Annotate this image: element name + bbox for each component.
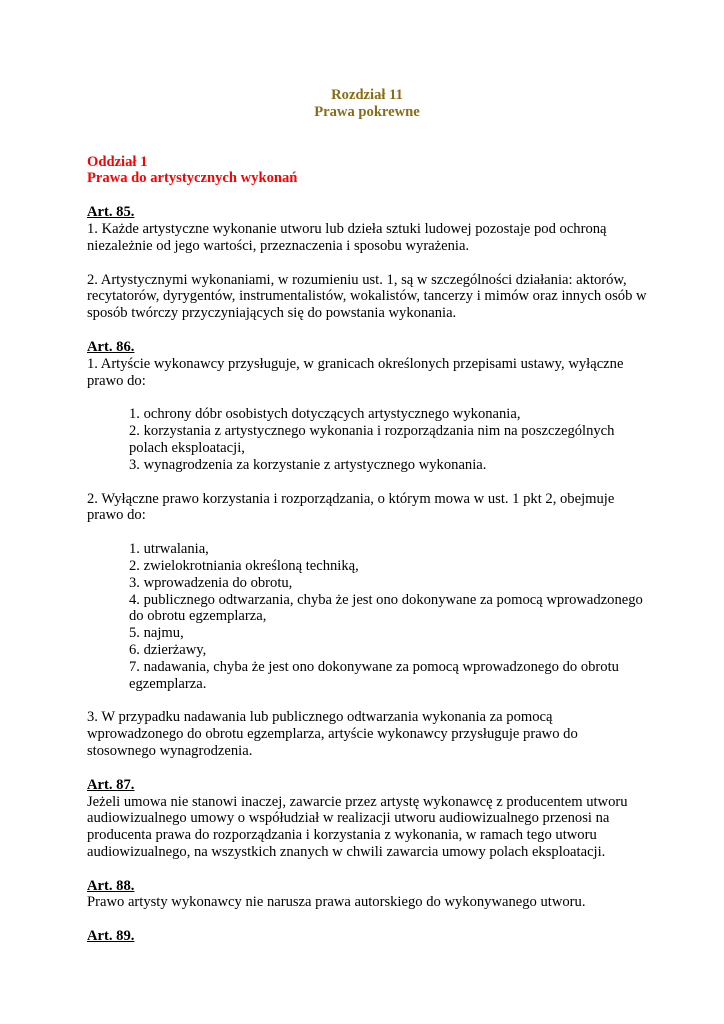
list-item: 1. utrwalania, [129, 541, 209, 558]
article-88 [87, 878, 647, 912]
section-heading [87, 154, 647, 188]
list-item: 7. nadawania, chyba że jest ono dokonywane za pomocą wprowadzonego do obrotu egzemplarza. [129, 658, 619, 692]
list-item: 3. wprowadzenia do obrotu, [129, 574, 293, 591]
section-number: Oddział 1 [87, 153, 148, 170]
article-86 [87, 339, 647, 760]
article-paragraph: 2. Wyłączne prawo korzystania i rozporządzania, o którym mowa w ust. 1 pkt 2, obejmuje prawo do: [87, 490, 615, 524]
article-list [87, 406, 647, 473]
article-heading: Art. 86. [87, 338, 135, 355]
list-item: 6. dzierżawy, [129, 641, 207, 658]
list-item: 3. wynagrodzenia za korzystanie z artystycznego wykonania. [129, 456, 487, 473]
document-content [87, 87, 647, 945]
section-title: Prawa do artystycznych wykonań [87, 170, 298, 187]
article-paragraph: 1. Artyście wykonawcy przysługuje, w granicach określonych przepisami ustawy, wyłączne prawo do: [87, 355, 624, 389]
article-heading: Art. 89. [87, 928, 135, 945]
article-paragraph: 3. W przypadku nadawania lub publicznego odtwarzania wykonania za pomocą wprowadzonego do obrotu egzemplarza, artyście wykonawcy przysługuje prawo do stosownego wynagrodzenia. [87, 709, 578, 759]
article-85 [87, 204, 647, 322]
chapter-title: Prawa pokrewne [314, 103, 420, 120]
article-heading: Art. 88. [87, 877, 135, 894]
article-paragraph: 1. Każde artystyczne wykonanie utworu lub dzieła sztuki ludowej pozostaje pod ochroną niezależnie od jego wartości, przeznaczenia i sposobu wyrażenia. [87, 220, 607, 254]
list-item: 1. ochrony dóbr osobistych dotyczących artystycznego wykonania, [129, 406, 521, 423]
article-paragraph: Prawo artysty wykonawcy nie narusza prawa autorskiego do wykonywanego utworu. [87, 894, 586, 911]
chapter-number: Rozdział 11 [331, 87, 403, 103]
article-89 [87, 928, 647, 945]
list-item: 2. zwielokrotniania określoną techniką, [129, 557, 359, 574]
article-list [87, 541, 647, 692]
article-heading: Art. 85. [87, 204, 135, 221]
list-item: 2. korzystania z artystycznego wykonania i rozporządzania nim na poszczególnych polach eksploatacji, [129, 423, 615, 456]
article-paragraph: 2. Artystycznymi wykonaniami, w rozumieniu ust. 1, są w szczególności działania: aktorów, recytatorów, dyrygentów, instrumentalistów, wokalistów, tancerzy i mimów oraz innych osób w sposób twórczy przyczyniających się do powstania wykonania. [87, 271, 647, 322]
list-item: 4. publicznego odtwarzania, chyba że jest ono dokonywane za pomocą wprowadzonego do obrotu egzemplarza, [129, 591, 643, 625]
chapter-heading [87, 87, 647, 121]
article-paragraph: Jeżeli umowa nie stanowi inaczej, zawarcie przez artystę wykonawcę z producentem utworu audiowizualnego umowy o współudział w realizacji utworu audiowizualnego przenosi na producenta prawa do rozporządzania i korzystania z wykonania, w ramach tego utworu audiowizualnego, na wszystkich znanych w chwili zawarcia umowy polach eksploatacji. [87, 793, 628, 860]
list-item: 5. najmu, [129, 625, 184, 642]
article-87 [87, 777, 647, 861]
article-heading: Art. 87. [87, 776, 135, 793]
